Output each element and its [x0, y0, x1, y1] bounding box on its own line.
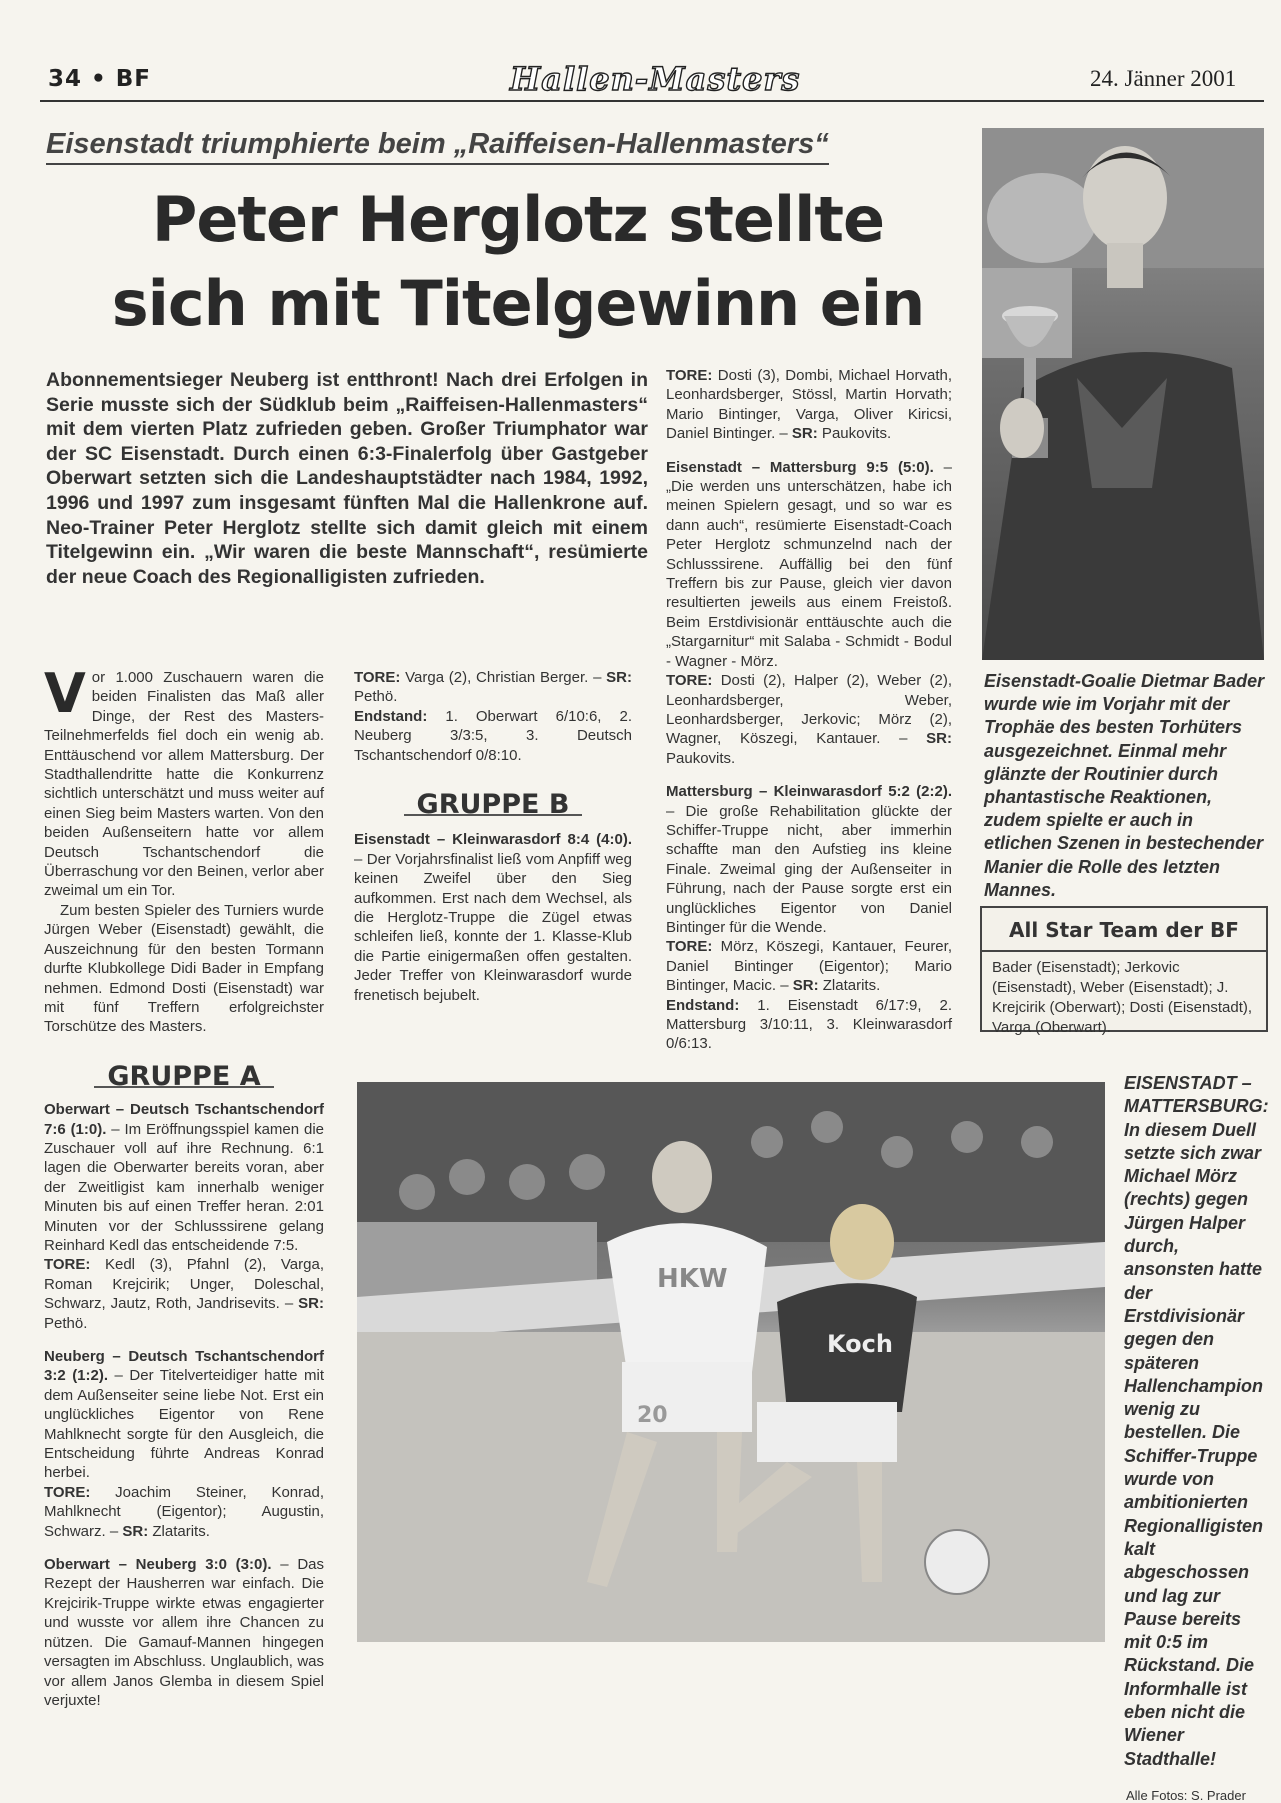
group-b-game-1 — [354, 830, 632, 1005]
tore-label: TORE: — [666, 672, 713, 690]
tore-label: TORE: — [354, 669, 401, 686]
tore-list: Joachim Steiner, Konrad, Mahlknecht (Eigentor); Augustin, Schwarz. – — [44, 1483, 324, 1540]
article-kicker: Eisenstadt triumphierte beim „Raiffeisen-Hallenmasters“ — [46, 128, 829, 165]
referee: Zlatarits. — [148, 1522, 210, 1540]
page-number: 34 • BF — [48, 66, 151, 92]
group-b-game-2 — [666, 458, 952, 671]
photo-credit: Alle Fotos: S. Prader — [1126, 1788, 1246, 1803]
sr-label: SR: — [122, 1522, 149, 1540]
game-text: – Das Rezept der Hausherren war einfach. Die Krejcirik-Truppe wirkte etwas engagierter und wusste vor allem ihre Chancen zu nützen. Die Gamauf-Mannen hingegen versagten im Abschluss. Unglaublich, was vor allem Janos Glemba in diesem Spiel verjuxte! — [44, 1556, 324, 1709]
referee: Paukovits. — [817, 425, 892, 443]
tore-label: TORE: — [44, 1256, 91, 1274]
referee: Pethö. — [354, 688, 398, 706]
issue-date: 24. Jänner 2001 — [1090, 66, 1237, 91]
tore-label: TORE: — [666, 938, 713, 956]
header-rule — [40, 100, 1264, 102]
goalkeeper-illustration — [982, 128, 1264, 660]
group-a-heading: GRUPPE A — [94, 1067, 274, 1088]
sr-label: SR: — [792, 977, 819, 995]
group-a-game-3 — [44, 1555, 324, 1710]
tore-label: TORE: — [44, 1483, 91, 1501]
match-illustration — [357, 1082, 1105, 1642]
group-a-game-3-scorers — [354, 668, 632, 707]
shirt-text-white: HKW — [657, 1264, 728, 1294]
column-3 — [666, 366, 952, 1054]
allstar-title: All Star Team der BF — [982, 908, 1266, 952]
standings-label: Endstand: — [354, 707, 428, 725]
match-caption: EISENSTADT – MATTERSBURG: In diesem Duell setzte sich zwar Michael Mörz (rechts) gegen Jürgen Halper durch, ansonsten hatte der Erstdivisionär gegen den späteren Hallenchampion wenig zu bestellen. Die Schiffer-Truppe wurde von ambitionierten Regionalligisten kalt abgeschossen und lag zur Pause bereits mit 0:5 im Rückstand. Die Informhalle ist eben nicht die Wiener Stadthalle! — [1124, 1073, 1269, 1769]
group-b-game-1-scorers — [666, 366, 952, 444]
standings-label: Endstand: — [666, 996, 740, 1014]
group-a-game-2 — [44, 1347, 324, 1483]
tore-list: Dosti (2), Halper (2), Weber (2), Leonhardsberger, Weber, Leonhardsberger, Jerkovic; Mörz (2), Wagner, Köszegi, Kantauer. – — [666, 672, 952, 748]
intro-paragraph: or 1.000 Zuschauern waren die beiden Finalisten das Maß aller Dinge, der Rest des Masters-Teilnehmerfelds fiel doch ein wenig ab. Enttäuschend vor allem Mattersburg. Der Stadthallendritte hatte die Konkurrenz sichtlich unterschätzt und muss weiter auf einen Sieg beim Masters warten. Von den beiden Außenseitern hatte vor allem Deutsch Tschantschendorf die Überraschung vor den Beinen, verlor aber zweimal um ein Tor. — [44, 669, 324, 900]
game-text: – „Die werden uns unterschätzen, habe ich meinen Spielern gesagt, und so war es dann auch“, resümierte Eisenstadt-Coach Peter Herglotz schmunzelnd nach der Schlusssirene. Auffällig bei den fünf Treffern bis zur Pause, gleich vier davon resultierten jeweils aus einem Freistoß. Beim Erstdivisionär enttäuschte auch die „Stargarnitur“ mit Salaba - Schmidt - Bodul - Wagner - Mörz. — [666, 458, 953, 670]
shirt-text-dark: Koch — [827, 1330, 893, 1358]
dropcap: V — [44, 662, 86, 725]
referee: Pethö. — [44, 1314, 88, 1332]
sr-label: SR: — [298, 1295, 324, 1313]
game-text: – Die große Rehabilitation glückte der Schiffer-Truppe nicht, aber immerhin schaffte man den Aufstieg ins kleine Finale. Zweimal ging der Außenseiter in Führung, nach der Pause sorgte erst ein unglückliches Eigentor von Daniel Bintinger für die Wende. — [666, 802, 952, 936]
group-a-standings — [354, 707, 632, 765]
section-title: Hallen-Masters — [510, 60, 801, 98]
column-1 — [44, 662, 324, 1710]
group-a-game-1 — [44, 1100, 324, 1255]
group-a-game-2-scorers — [44, 1483, 324, 1541]
sr-label: SR: — [606, 669, 632, 686]
group-b-game-2-scorers — [666, 671, 952, 768]
game-text: – Der Titelverteidiger hatte mit dem Außenseiter seine liebe Not. Erst ein unglückliches Eigentor von Rene Mahlknecht sorgte für den Ausgleich, die Entscheidung führte Andreas Konrad herbei. — [44, 1367, 324, 1482]
game-title: Mattersburg – Kleinwarasdorf 5:2 (2:2). — [666, 783, 952, 801]
referee: Zlatarits. — [818, 977, 881, 995]
game-title: Eisenstadt – Kleinwarasdorf 8:4 (4:0). — [354, 831, 632, 849]
shorts-number: 20 — [637, 1403, 668, 1428]
game-title: Oberwart – Deutsch Tschantschendorf 7:6 (1:0). — [44, 1101, 324, 1138]
goalkeeper-caption: Eisenstadt-Goalie Dietmar Bader wurde wie im Vorjahr mit der Trophäe des besten Torhüters ausgezeichnet. Einmal mehr glänzte der Routinier durch phantastische Reaktionen, zudem spielte er auch in etlichen Szenen in bestechender Manier die Rolle des letzten Mannes. — [984, 671, 1265, 900]
game-text: – Im Eröffnungsspiel kamen die Zuschauer voll auf ihre Rechnung. 6:1 lagen die Oberwarter bereits voran, aber der Zweitligist kam innerhalb weniger Minuten bis auf einen Treffer heran. 2:01 Minuten vor der Schlusssirene gelang Reinhard Kedl das entscheidende 7:5. — [44, 1120, 324, 1254]
game-title: Neuberg – Deutsch Tschantschendorf 3:2 (1:2). — [44, 1348, 324, 1385]
allstar-list: Bader (Eisenstadt); Jerkovic (Eisenstadt), Weber (Eisenstadt); J. Krejcirik (Oberwart); Dosti (Eisenstadt), Varga (Oberwart). — [992, 959, 1253, 1036]
sr-label: SR: — [926, 730, 952, 748]
article-lead: Abonnementsieger Neuberg ist entthront! Nach drei Erfolgen in Serie musste sich der Südklub beim „Raiffeisen-Hallenmasters“ mit dem vierten Platz zufrieden geben. Großer Triumphator war der SC Eisenstadt. Durch einen 6:3-Finalerfolg über Gastgeber Oberwart setzten sich die Landeshauptstädter nach 1984, 1992, 1996 und 1997 zum insgesamt fünften Mal die Hallenkrone auf. Neo-Trainer Peter Herglotz stellte sich damit gleich mit einem Titelgewinn ein. „Wir waren die beste Mannschaft“, resümierte der neue Coach des Regionalligisten zufrieden. — [46, 369, 648, 588]
group-b-standings — [666, 996, 952, 1054]
ball-icon — [925, 1530, 989, 1594]
referee: Paukovits. — [666, 749, 736, 767]
goalkeeper-photo — [982, 128, 1264, 660]
awards-paragraph: Zum besten Spieler des Turniers wurde Jürgen Weber (Eisenstadt) gewählt, die Auszeichnung für den besten Tormann durfte Klubkollege Didi Bader in Empfang nehmen. Edmond Dosti (Eisenstadt) war mit fünf Treffern erfolgreichster Torschütze des Masters. — [44, 901, 324, 1036]
column-2 — [354, 668, 632, 1005]
allstar-box — [980, 906, 1268, 1036]
group-a-game-1-scorers — [44, 1255, 324, 1333]
tore-label: TORE: — [666, 367, 713, 384]
game-title: Oberwart – Neuberg 3:0 (3:0). — [44, 1556, 272, 1574]
headline-line-1: Peter Herglotz stellte — [151, 183, 885, 256]
tore-list: Varga (2), Christian Berger. – — [400, 669, 607, 686]
tore-list: Kedl (3), Pfahnl (2), Varga, Roman Krejcirik; Unger, Doleschal, Schwarz, Jautz, Roth, Jandrisevits. – — [44, 1256, 324, 1313]
game-text: – Der Vorjahrsfinalist ließ vom Anpfiff weg keinen Zweifel über den Sieg aufkommen. Erst nach dem Wechsel, als die Herglotz-Truppe die Zügel etwas schleifen ließ, konnte der 1. Klasse-Klub die Partie einigermaßen offen gestalten. Jeder Treffer von Kleinwarasdorf wurde frenetisch bejubelt. — [354, 850, 632, 1004]
standings-text: 1. Eisenstadt 6/17:9, 2. Mattersburg 3/10:11, 3. Kleinwarasdorf 0/6:13. — [666, 996, 952, 1053]
group-b-heading: GRUPPE B — [404, 795, 582, 816]
group-b-game-3 — [666, 782, 952, 937]
game-title: Eisenstadt – Mattersburg 9:5 (5:0). — [666, 458, 934, 476]
standings-text: 1. Oberwart 6/10:6, 2. Neuberg 3/3:5, 3. Deutsch Tschantschendorf 0/8:10. — [354, 707, 632, 764]
tore-list: Dosti (3), Dombi, Michael Horvath, Leonhardsberger, Stössl, Martin Horvath; Mario Bintinger, Varga, Oliver Kiricsi, Daniel Bintinger. – — [666, 367, 952, 443]
article-headline — [78, 178, 958, 346]
tore-list: Mörz, Köszegi, Kantauer, Feurer, Daniel Bintinger (Eigentor); Mario Bintinger, Macic. – — [666, 938, 952, 995]
match-photo — [357, 1082, 1105, 1642]
headline-line-2: sich mit Titelgewinn ein — [111, 267, 925, 340]
sr-label: SR: — [791, 425, 818, 443]
group-b-game-3-scorers — [666, 937, 952, 995]
